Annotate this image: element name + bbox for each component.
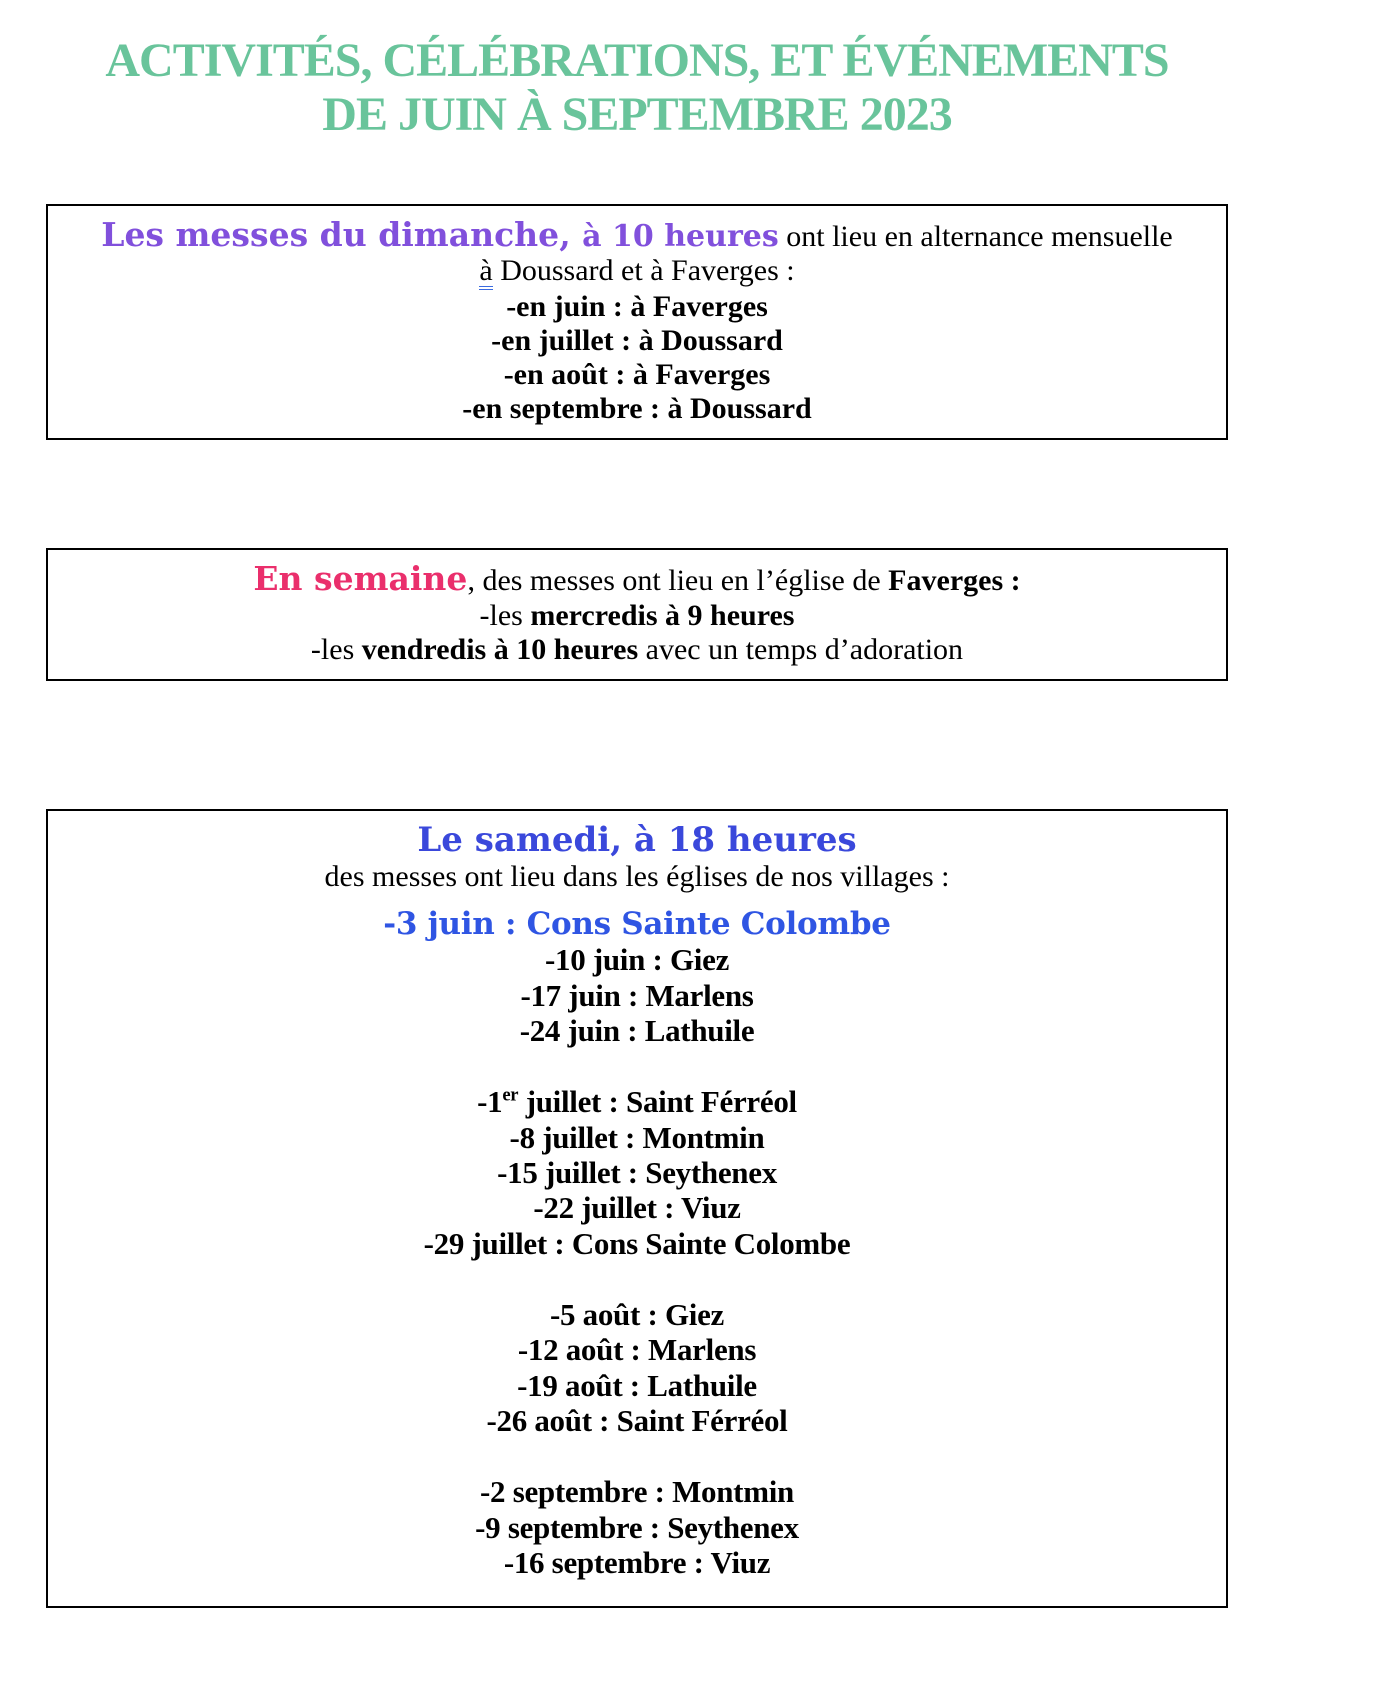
mass-item: -26 août : Saint Férréol [486,1402,788,1438]
mass-item: -17 juin : Marlens [520,977,754,1013]
saturday-mass-list [62,906,1212,1580]
page-title-line1: ACTIVITÉS, CÉLÉBRATIONS, ET ÉVÉNEMENTS [105,34,1169,87]
weekday-friday-prefix: -les [310,632,362,666]
mass-item: -19 août : Lathuile [517,1367,757,1403]
sunday-time: à 10 heures [582,218,779,254]
weekday-friday-bold: vendredis à 10 heures [361,632,639,666]
weekday-wednesday-bold: mercredis à 9 heures [530,598,795,632]
mass-item: -22 juillet : Viuz [533,1190,741,1226]
sunday-heading-comma: , [559,214,583,254]
mass-item: -12 août : Marlens [517,1332,757,1368]
mass-item: -24 juin : Lathuile [519,1012,755,1048]
weekday-intro-line [62,560,1212,598]
ordinal-superscript: er [502,1084,519,1106]
sunday-heading: Les messes du dimanche [101,214,560,254]
weekday-wednesday-prefix: -les [479,598,531,632]
sunday-item-september: -en septembre : à Doussard [462,392,812,426]
sunday-item-june: -en juin : à Faverges [506,289,768,323]
saturday-heading: Le samedi, à 18 heures [417,820,857,860]
sunday-masses-box [46,204,1228,441]
weekday-wednesday-line [62,599,1212,633]
sunday-places-line [62,254,1212,290]
sunday-intro-line [62,216,1212,254]
weekday-intro-text: , des messes ont lieu en l’église de [467,564,889,598]
sunday-item-august: -en août : à Faverges [503,358,771,392]
weekday-friday-line [62,633,1212,667]
page-title [0,34,1274,142]
mass-item-highlight: -3 juin : Cons Sainte Colombe [383,905,891,942]
mass-item: -9 septembre : Seythenex [475,1509,799,1545]
weekday-heading: En semaine [253,559,468,599]
page-title-line2: DE JUIN À SEPTEMBRE 2023 [322,87,952,141]
sunday-intro-rest: ont lieu en alternance mensuelle [778,219,1173,253]
mass-item: -16 septembre : Viuz [503,1544,771,1580]
mass-item: -8 juillet : Montmin [509,1119,765,1155]
mass-item: -5 août : Giez [549,1296,724,1332]
mass-item: -10 juin : Giez [544,942,730,978]
mass-item: -29 juillet : Cons Sainte Colombe [423,1225,851,1261]
saturday-subheading: des messes ont lieu dans les églises de nos villages : [324,859,950,893]
saturday-heading-line [62,821,1212,860]
weekday-masses-box [46,548,1228,681]
weekday-intro-bold: Faverges : [888,564,1021,598]
weekday-friday-rest: avec un temps d’adoration [638,632,964,666]
mass-item-july-first: -1er juillet : Saint Férréol [477,1084,797,1120]
saturday-masses-box [46,809,1228,1608]
grammar-underlined-word: à [479,256,492,290]
sunday-places-rest: Doussard et à Faverges : [492,253,795,287]
mass-item: -2 septembre : Montmin [480,1474,794,1510]
sunday-item-july: -en juillet : à Doussard [491,323,783,357]
mass-item: -15 juillet : Seythenex [497,1154,777,1190]
